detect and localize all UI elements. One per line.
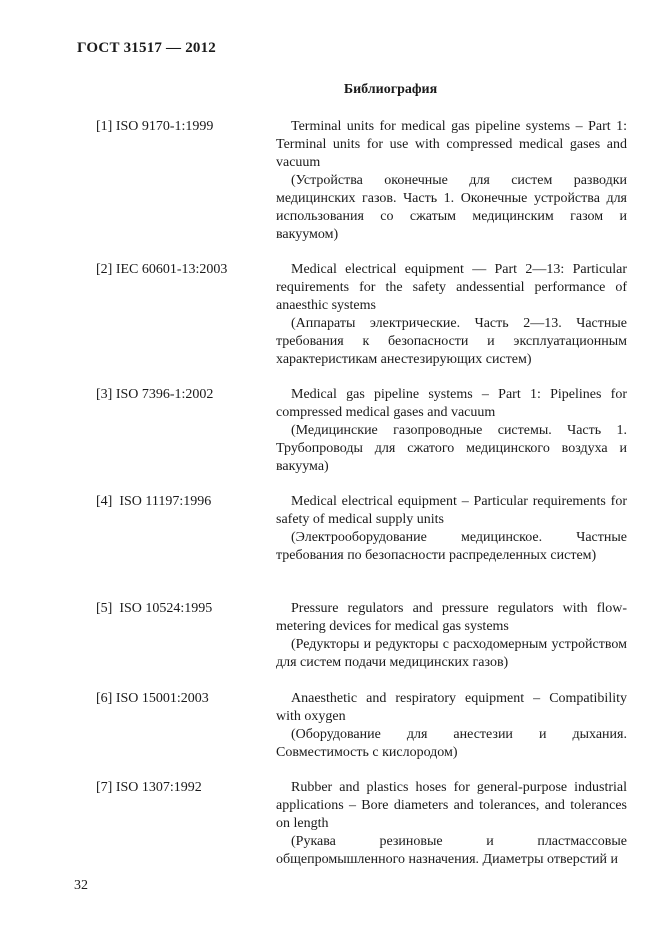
english-title: Pressure regulators and pressure regulators with flow-metering devices for medical gas systems [276, 601, 627, 634]
reference-id: [2] IEC 60601-13:2003 [96, 262, 228, 277]
english-title: Terminal units for medical gas pipeline systems – Part 1: Terminal units for use with compressed medical gases and vacuum [276, 119, 627, 170]
reference-description [276, 600, 627, 672]
russian-title: (Оборудование для анестезии и дыхания. Совместимость с кислородом) [276, 727, 627, 760]
reference-id: [7] ISO 1307:1992 [96, 780, 202, 795]
section-title: Библиография [343, 82, 438, 97]
reference-description [276, 690, 627, 762]
reference-description [276, 779, 627, 869]
reference-id: [4] ISO 11197:1996 [96, 494, 212, 509]
reference-id: [1] ISO 9170-1:1999 [96, 119, 214, 134]
reference-description [276, 118, 627, 244]
reference-description [276, 493, 627, 565]
reference-id: [6] ISO 15001:2003 [96, 691, 209, 706]
russian-title: (Устройства оконечные для систем разводки медицинских газов. Часть 1. Оконечные устройства для использования со сжатым медицинским газом и вакуумом) [276, 173, 627, 242]
russian-title: (Аппараты электрические. Часть 2—13. Частные требования к безопасности и эксплуатационным характеристикам анестезирующих систем) [276, 316, 627, 367]
english-title: Anaesthetic and respiratory equipment – Compatibility with oxygen [276, 691, 627, 724]
reference-description [276, 261, 627, 369]
english-title: Medical gas pipeline systems – Part 1: Pipelines for compressed medical gases and vacuum [276, 387, 627, 420]
reference-id: [5] ISO 10524:1995 [96, 601, 213, 616]
english-title: Rubber and plastics hoses for general-purpose industrial applications – Bore diameters and tolerances, and tolerances on length [276, 780, 627, 831]
reference-description [276, 386, 627, 476]
russian-title: (Электрооборудование медицинское. Частные требования по безопасности распределенных систем) [276, 530, 627, 563]
english-title: Medical electrical equipment – Particular requirements for safety of medical supply units [276, 494, 627, 527]
page-number: 32 [74, 878, 88, 893]
russian-title: (Редукторы и редукторы с расходомерным устройством для систем подачи медицинских газов) [276, 637, 627, 670]
russian-title: (Рукава резиновые и пластмассовые общепромышленного назначения. Диаметры отверстий и [276, 834, 627, 867]
english-title: Medical electrical equipment — Part 2—13: Particular requirements for the safety andessential performance of anaesthic systems [276, 262, 627, 313]
russian-title: (Медицинские газопроводные системы. Часть 1. Трубопроводы для сжатого медицинского воздуха и вакуума) [276, 423, 627, 474]
reference-id: [3] ISO 7396-1:2002 [96, 387, 214, 402]
document-header: ГОСТ 31517 — 2012 [77, 40, 217, 56]
